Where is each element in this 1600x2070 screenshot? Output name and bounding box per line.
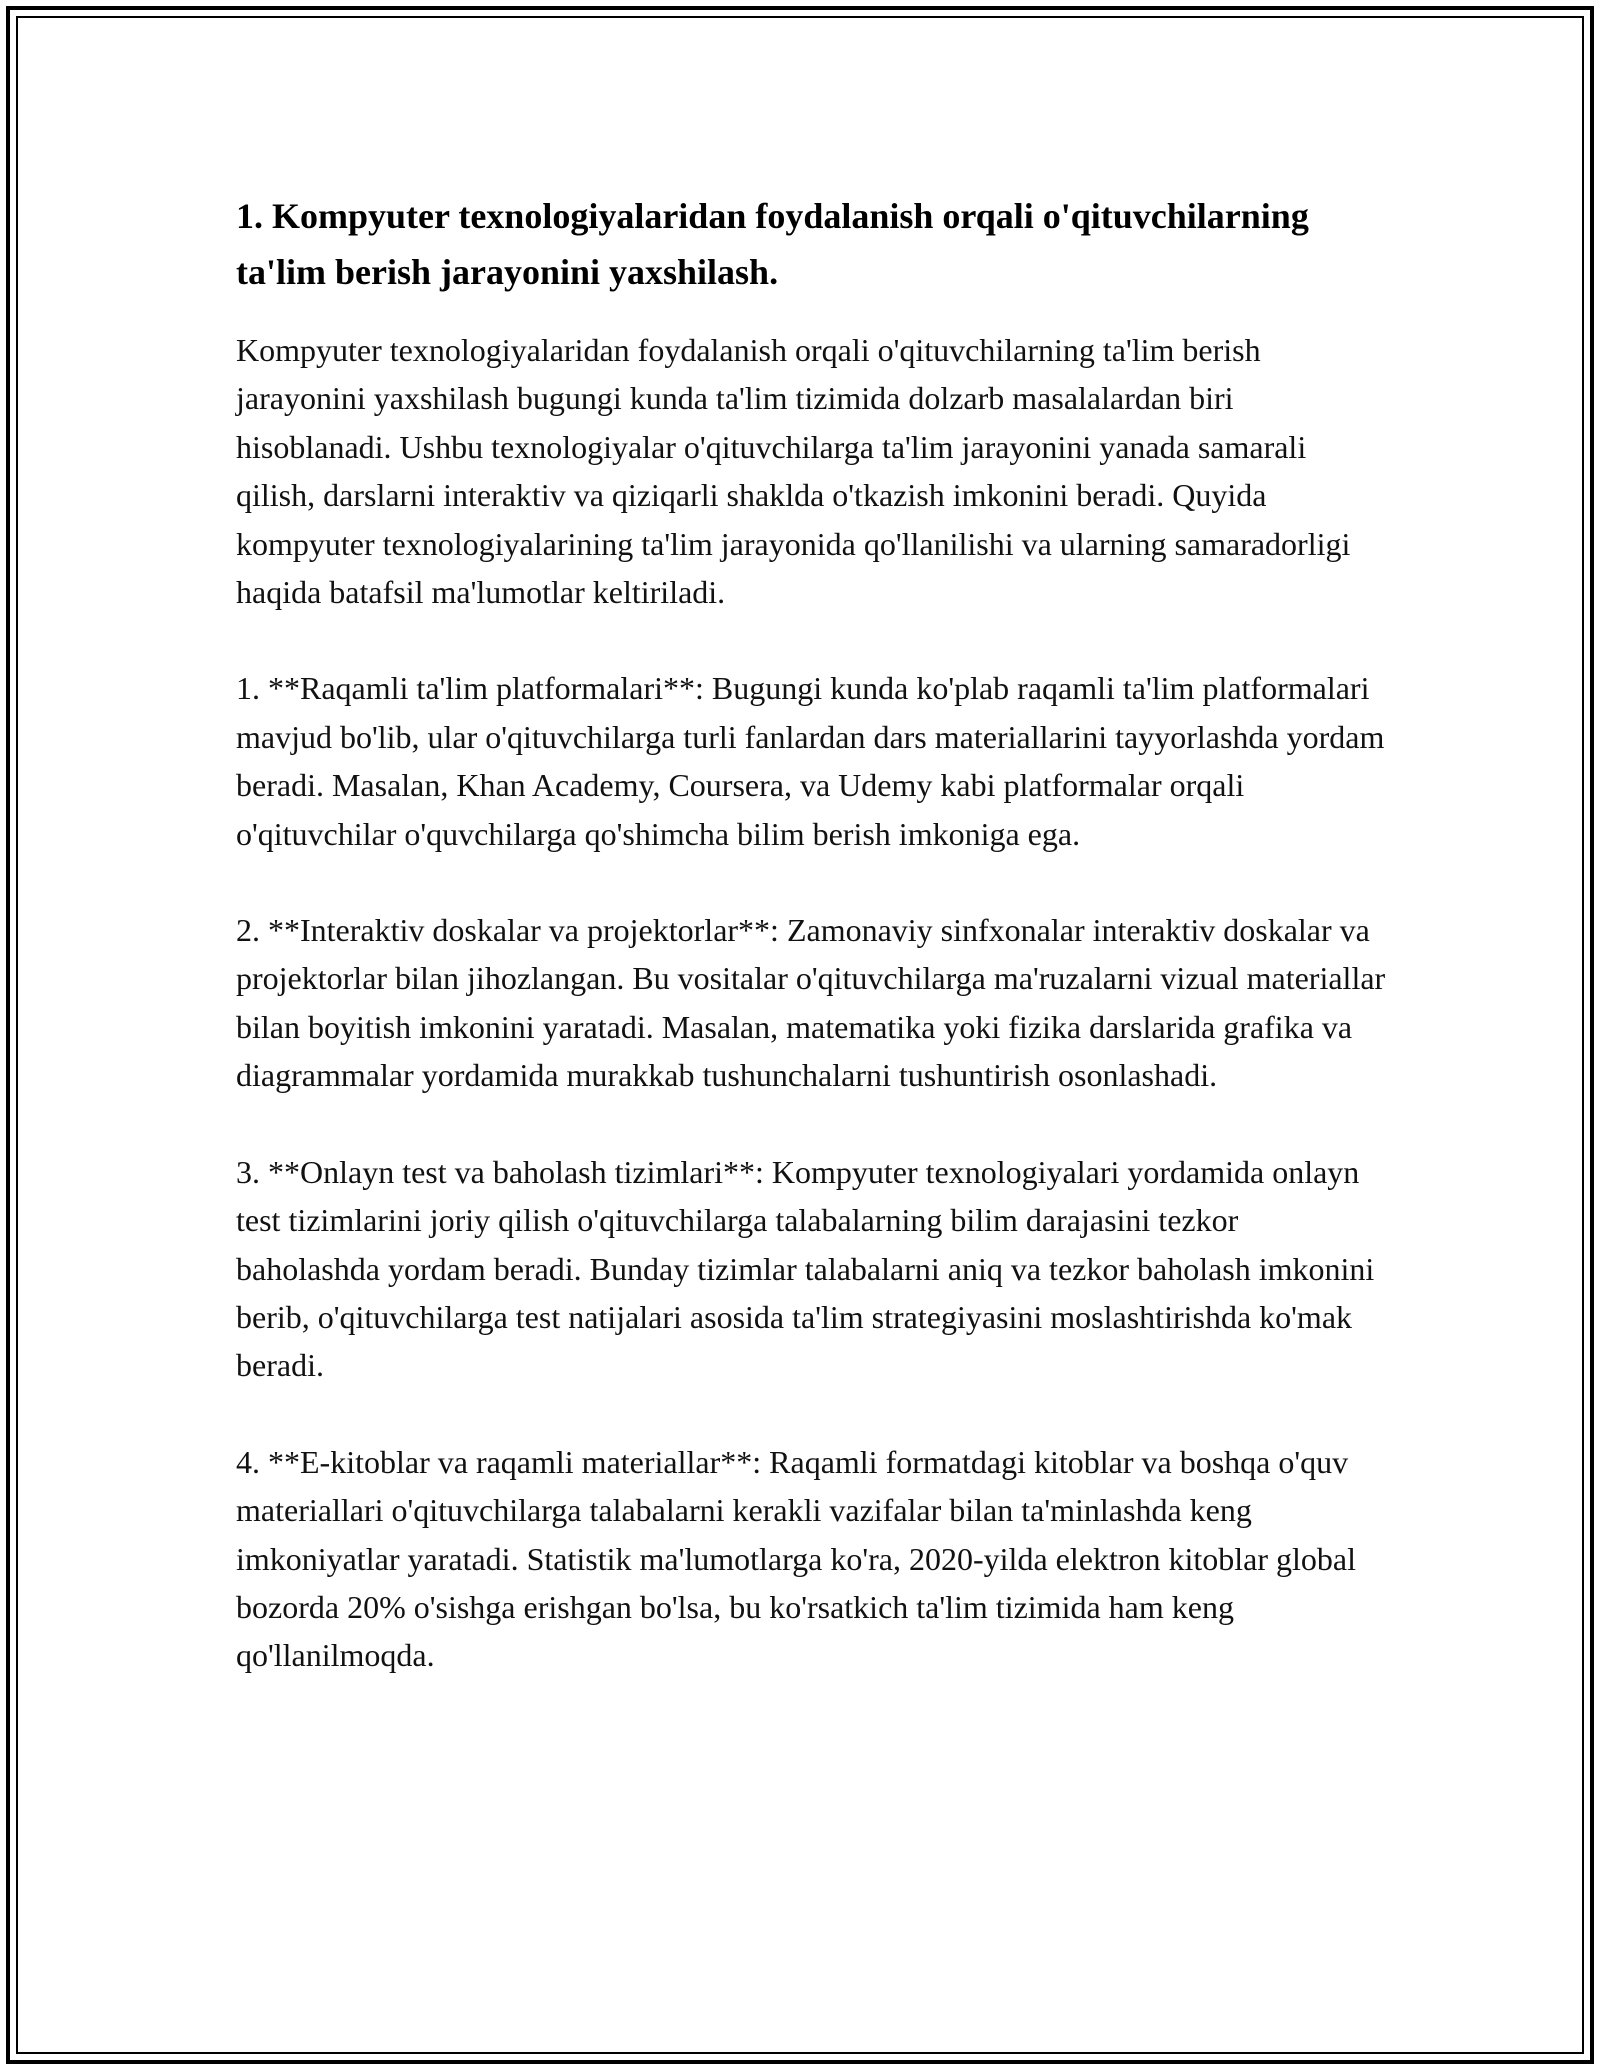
intro-paragraph: Kompyuter texnologiyalaridan foydalanish orqali o'qituvchilarning ta'lim berish jarayonini yaxshilash bugungi kunda ta'lim tizimida dolzarb masalalardan biri hisoblanadi. Ushbu texnologiyalar o'qituvchilarga ta'lim jarayonini yanada samarali qilish, darslarni interaktiv va qiziqarli shaklda o'tkazish imkonini beradi. Quyida kompyuter texnologiyalarining ta'lim jarayonida qo'llanilishi va ularning samaradorligi haqida batafsil ma'lumotlar keltiriladi. [236,332,1351,611]
document-body [236,188,1386,1728]
list-item-digital-platforms: 1. **Raqamli ta'lim platformalari**: Bugungi kunda ko'plab raqamli ta'lim platformalari mavjud bo'lib, ular o'qituvchilarga turli fanlardan dars materiallarini tayyorlashda yordam beradi. Masalan, Khan Academy, Coursera, va Udemy kabi platformalar orqali o'qituvchilar o'quvchilarga qo'shimcha bilim berish imkoniga ega. [236,670,1385,852]
list-item-e-books: 4. **E-kitoblar va raqamli materiallar**: Raqamli formatdagi kitoblar va boshqa o'quv materiallari o'qituvchilarga talabalarni kerakli vazifalar bilan ta'minlashda keng imkoniyatlar yaratadi. Statistik ma'lumotlarga ko'ra, 2020-yilda elektron kitoblar global bozorda 20% o'sishga erishgan bo'lsa, bu ko'rsatkich ta'lim tizimida ham keng qo'llanilmoqda. [236,1443,1356,1674]
section-heading: 1. Kompyuter texnologiyalaridan foydalanish orqali o'qituvchilarning ta'lim berish jarayonini yaxshilash. [236,196,1309,292]
list-item-online-testing: 3. **Onlayn test va baholash tizimlari**: Kompyuter texnologiyalari yordamida onlayn test tizimlarini joriy qilish o'qituvchilarga talabalarning bilim darajasini tezkor baholashda yordam beradi. Bunday tizimlar talabalarni aniq va tezkor baholash imkonini berib, o'qituvchilarga test natijalari asosida ta'lim strategiyasini moslashtirishda ko'mak beradi. [236,1153,1375,1384]
list-item-interactive-boards: 2. **Interaktiv doskalar va projektorlar**: Zamonaviy sinfxonalar interaktiv doskalar va projektorlar bilan jihozlangan. Bu vositalar o'qituvchilarga ma'ruzalarni vizual materiallar bilan boyitish imkonini yaratadi. Masalan, matematika yoki fizika darslarida grafika va diagrammalar yordamida murakkab tushunchalarni tushuntirish osonlashadi. [236,912,1386,1094]
